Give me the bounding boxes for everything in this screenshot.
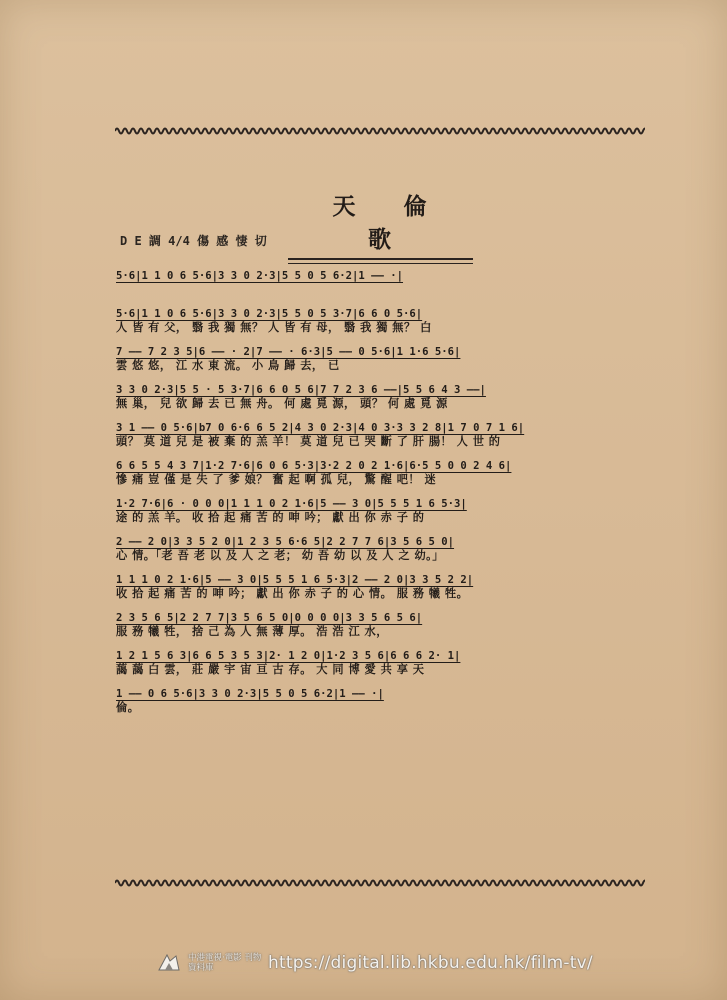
song-title: 天 倫 歌 (332, 193, 447, 253)
key-and-tempo: D E 調 4/4 傷 感 悽 切 (120, 234, 267, 248)
lyrics-line: 人 皆 有 父， 翳 我 獨 無？ 人 皆 有 母， 翳 我 獨 無？ 白 (116, 321, 432, 334)
notation-line: 1 2 1 5 6 3|6 6 5 3 5 3|2· 1 2 0|1·2 3 5 6|6 6 6 2· 1| (116, 650, 461, 662)
notation-line: 1·2 7·6|6 · 0 0 0|1 1 1 0 2 1·6|5 —— 3 0|5 5 5 1 6 5·3| (116, 498, 467, 510)
lyrics-line: 頭？ 莫 道 兒 是 被 棄 的 羔 羊！ 莫 道 兒 已 哭 斷 了 肝 腸！ 人 世 的 (116, 435, 501, 448)
lyrics-line: 慘 痛 豈 僅 是 失 了 爹 娘？ 奮 起 啊 孤 兒， 驚 醒 吧！ 迷 (116, 473, 437, 486)
lyrics-line: 藹 藹 白 雲， 莊 嚴 宇 宙 亘 古 存。 大 同 博 愛 共 享 天 (116, 663, 425, 676)
lyrics-line: 服 務 犧 牲， 捨 己 為 人 無 薄 厚。 浩 浩 江 水， (116, 625, 388, 638)
lyrics-line: 收 拾 起 痛 苦 的 呻 吟； 獻 出 你 赤 子 的 心 情。 服 務 犧 牲。 (116, 587, 469, 600)
notation-line: 3 3 0 2·3|5 5 · 5 3·7|6 6 0 5 6|7 7 2 3 6 ——|5 5 6 4 3 ——| (116, 384, 486, 396)
archive-logo-icon (156, 952, 182, 974)
notation-line: 2 —— 2 0|3 3 5 2 0|1 2 3 5 6·6 5|2 2 7 7 6|3 5 6 5 0| (116, 536, 455, 548)
archive-logo-text: 中港電視·電影 刊物資料庫 (188, 953, 262, 973)
lyrics-line: 倫。 (116, 701, 140, 714)
notation-line: 5·6|1 1 0 6 5·6|3 3 0 2·3|5 5 0 5 3·7|6 6 0 5·6| (116, 308, 423, 320)
title-underline-thin (288, 263, 473, 264)
notation-line: 3 1 —— 0 5·6|b7 0 6·6 6 5 2|4 3 0 2·3|4 0 3·3 3 2 8|1 7 0 7 1 6| (116, 422, 525, 434)
lyrics-line: 雲 悠 悠， 江 水 東 流。 小 鳥 歸 去， 已 (116, 359, 340, 372)
numbered-score (116, 266, 644, 726)
notation-line: 5·6|1 1 0 6 5·6|3 3 0 2·3|5 5 0 5 6·2|1 —— ·| (116, 270, 404, 282)
title-underline (288, 258, 473, 260)
top-decorative-border (115, 124, 645, 138)
notation-line: 7 —— 7 2 3 5|6 —— · 2|7 —— · 6·3|5 —— 0 5·6|1 1·6 5·6| (116, 346, 461, 358)
lyrics-line: 無 巢， 兒 欲 歸 去 已 無 舟。 何 處 覓 源， 頭？ 何 處 覓 源 (116, 397, 448, 410)
notation-line: 1 —— 0 6 5·6|3 3 0 2·3|5 5 0 5 6·2|1 —— ·| (116, 688, 384, 700)
watermark (156, 946, 593, 980)
song-title-block (288, 188, 473, 264)
notation-line: 1 1 1 0 2 1·6|5 —— 3 0|5 5 5 1 6 5·3|2 —— 2 0|3 3 5 2 2| (116, 574, 474, 586)
lyrics-line: 心 情。「老 吾 老 以 及 人 之 老； 幼 吾 幼 以 及 人 之 幼。」 (116, 549, 444, 562)
lyrics-line: 途 的 羔 羊。 收 拾 起 痛 苦 的 呻 吟； 獻 出 你 赤 子 的 (116, 511, 425, 524)
bottom-decorative-border (115, 876, 645, 890)
lyrics-line (116, 283, 644, 296)
notation-line: 2 3 5 6 5|2 2 7 7|3 5 6 5 0|0 0 0 0|3 3 5 6 5 6| (116, 612, 423, 624)
archive-url: https://digital.lib.hkbu.edu.hk/film-tv/ (268, 953, 593, 973)
notation-line: 6 6 5 5 4 3 7|1·2 7·6|6 0 6 5·3|3·2 2 0 2 1·6|6·5 5 0 0 2 4 6| (116, 460, 512, 472)
